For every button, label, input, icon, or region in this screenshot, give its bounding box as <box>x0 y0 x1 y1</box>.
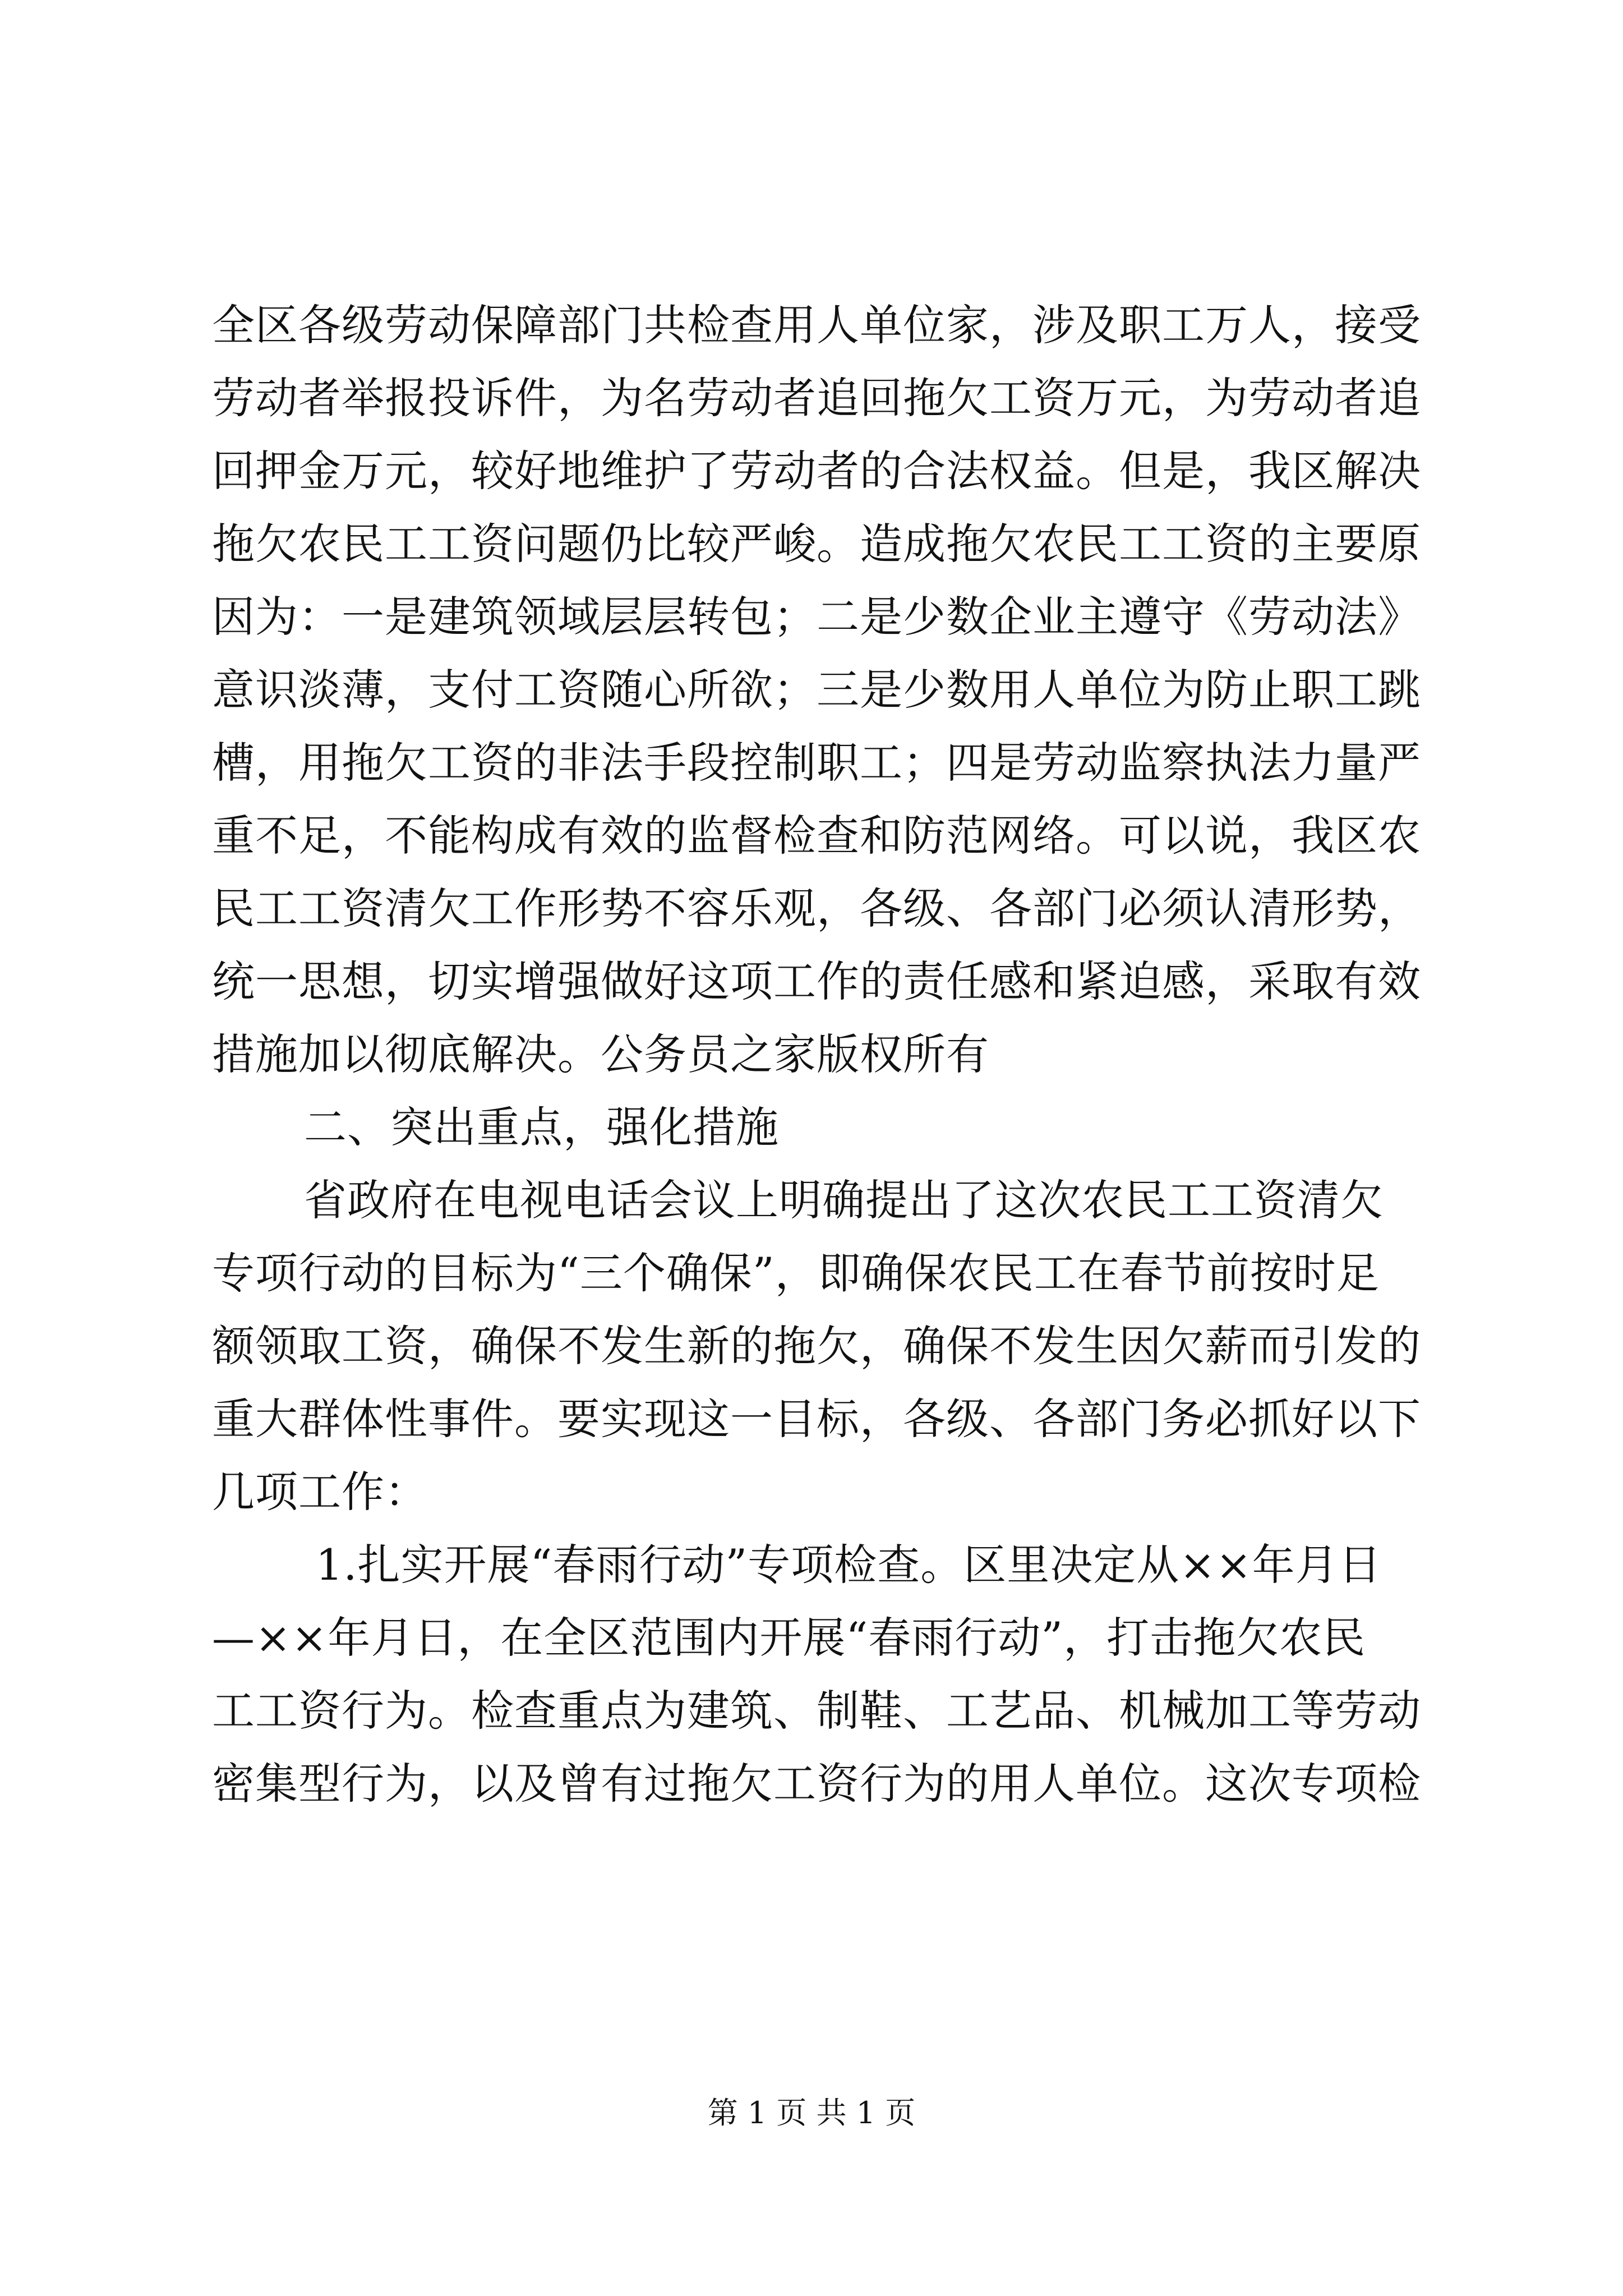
text-line: 措施加以彻底解决。公务员之家版权所有 <box>212 1029 989 1079</box>
text-line: 劳动者举报投诉件，为名劳动者追回拖欠工资万元，为劳动者追 <box>212 373 1421 423</box>
text-line: 民工工资清欠工作形势不容乐观，各级、各部门必须认清形势， <box>212 884 1421 933</box>
text-line: 额领取工资，确保不发生新的拖欠，确保不发生因欠薪而引发的 <box>212 1321 1421 1371</box>
text-line: 意识淡薄，支付工资随心所欲；三是少数用人单位为防止职工跳 <box>212 665 1421 715</box>
text-line: 全区各级劳动保障部门共检查用人单位家，涉及职工万人，接受 <box>212 300 1421 350</box>
text-line: —××年月日，在全区范围内开展“春雨行动”，打击拖欠农民 <box>212 1613 1366 1663</box>
text-line: 拖欠农民工工资问题仍比较严峻。造成拖欠农民工工资的主要原 <box>212 519 1421 569</box>
text-line: 省政府在电视电话会议上明确提出了这次农民工工资清欠 <box>304 1175 1384 1225</box>
text-line: 重不足，不能构成有效的监督检查和防范网络。可以说，我区农 <box>212 811 1421 861</box>
text-line: 1.扎实开展“春雨行动”专项检查。区里决定从××年月日 <box>316 1540 1382 1590</box>
text-line: 工工资行为。检查重点为建筑、制鞋、工艺品、机械加工等劳动 <box>212 1686 1421 1736</box>
text-line: 重大群体性事件。要实现这一目标，各级、各部门务必抓好以下 <box>212 1394 1421 1444</box>
text-line: 回押金万元，较好地维护了劳动者的合法权益。但是，我区解决 <box>212 446 1421 496</box>
text-line: 统一思想，切实增强做好这项工作的责任感和紧迫感，采取有效 <box>212 956 1421 1006</box>
text-line: 几项工作： <box>212 1467 428 1517</box>
text-line: 专项行动的目标为“三个确保”，即确保农民工在春节前按时足 <box>212 1248 1380 1298</box>
section-heading: 二、突出重点，强化措施 <box>304 1102 779 1152</box>
page-number-footer: 第 1 页 共 1 页 <box>707 2095 916 2131</box>
text-line: 密集型行为，以及曾有过拖欠工资行为的用人单位。这次专项检 <box>212 1759 1421 1809</box>
text-line: 因为：一是建筑领域层层转包；二是少数企业主遵守《劳动法》 <box>212 592 1421 642</box>
text-line: 槽，用拖欠工资的非法手段控制职工；四是劳动监察执法力量严 <box>212 738 1421 788</box>
